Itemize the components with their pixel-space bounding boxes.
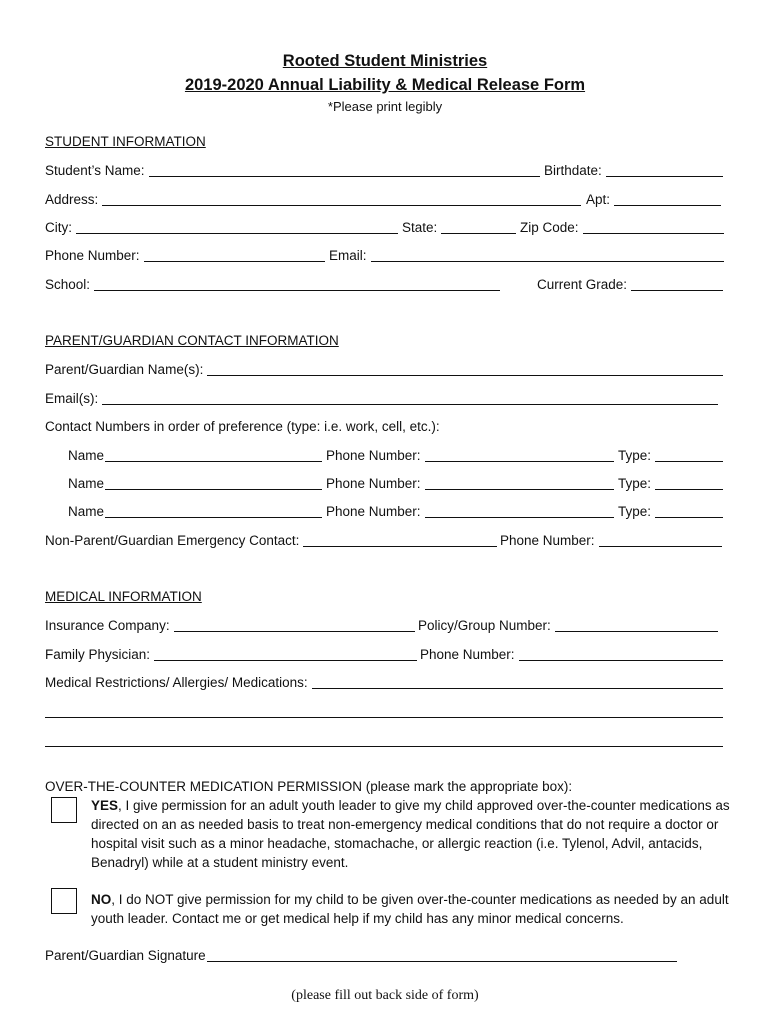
- school-field[interactable]: [94, 276, 500, 291]
- contact-intro-text: Contact Numbers in order of preference (type: i.e. work, cell, etc.):: [45, 419, 440, 434]
- contact-3-phone-row: [326, 502, 614, 520]
- student-name-label: Student’s Name:: [45, 163, 145, 178]
- guardian-emails-row: [45, 389, 718, 407]
- no-strong: NO: [91, 892, 112, 907]
- physician-field[interactable]: [154, 646, 417, 661]
- apt-label: Apt:: [586, 192, 611, 207]
- contact-1-name-label: Name: [68, 448, 105, 463]
- contact-3-name-label: Name: [68, 504, 105, 519]
- school-label: School:: [45, 277, 91, 292]
- contact-1-phone-row: [326, 446, 614, 464]
- city-field[interactable]: [76, 219, 398, 234]
- contact-1-type-field[interactable]: [655, 447, 723, 462]
- restrictions-extra-line-2[interactable]: [45, 745, 723, 747]
- medical-info-heading: MEDICAL INFORMATION: [45, 589, 202, 604]
- state-label: State:: [402, 220, 438, 235]
- city-row: [45, 218, 398, 236]
- no-permission-text: [91, 890, 731, 928]
- insurance-label: Insurance Company:: [45, 618, 170, 633]
- contact-2-phone-field[interactable]: [425, 475, 614, 490]
- yes-text: , I give permission for an adult youth leader to give my child approved over-the-counter medications as directed on an as needed basis to treat non-emergency medical conditions that do not require a doctor or hospital visit such as a minor headache, stomachache, or allergic reaction (i.e. Tylenol, Advil, antacids, Benadryl) while at a student ministry event.: [91, 798, 730, 870]
- contact-2-name-field[interactable]: [105, 475, 322, 490]
- emergency-contact-field[interactable]: [303, 532, 497, 547]
- school-row: [45, 275, 500, 293]
- physician-row: [45, 645, 417, 663]
- form-title: 2019-2020 Annual Liability & Medical Release Form: [184, 76, 586, 94]
- restrictions-label: Medical Restrictions/ Allergies/ Medications:: [45, 675, 308, 690]
- emergency-phone-label: Phone Number:: [500, 533, 595, 548]
- org-title: Rooted Student Ministries: [282, 52, 488, 70]
- contact-3-name-row: [68, 502, 322, 520]
- address-row: [45, 190, 581, 208]
- contact-1-phone-label: Phone Number:: [326, 448, 421, 463]
- contact-2-type-label: Type:: [618, 476, 652, 491]
- signature-field[interactable]: [207, 947, 677, 962]
- address-label: Address:: [45, 192, 99, 207]
- guardian-emails-label: Email(s):: [45, 391, 99, 406]
- state-row: [402, 218, 516, 236]
- insurance-field[interactable]: [174, 617, 415, 632]
- emergency-phone-row: [500, 531, 722, 549]
- yes-permission-text: [91, 796, 731, 872]
- guardian-names-row: [45, 360, 723, 378]
- restrictions-extra-line-1[interactable]: [45, 716, 723, 718]
- contact-3-type-label: Type:: [618, 504, 652, 519]
- student-phone-row: [45, 246, 325, 264]
- physician-phone-row: [420, 645, 723, 663]
- birthdate-row: [544, 161, 723, 179]
- contact-2-type-row: [618, 474, 723, 492]
- contact-1-type-row: [618, 446, 723, 464]
- student-email-field[interactable]: [371, 247, 724, 262]
- physician-phone-label: Phone Number:: [420, 647, 515, 662]
- apt-field[interactable]: [614, 191, 721, 206]
- yes-checkbox[interactable]: [51, 797, 77, 823]
- apt-row: [586, 190, 721, 208]
- contact-2-name-label: Name: [68, 476, 105, 491]
- physician-phone-field[interactable]: [519, 646, 723, 661]
- birthdate-label: Birthdate:: [544, 163, 602, 178]
- print-legibly-note: *Please print legibly: [327, 99, 443, 114]
- signature-row: [45, 946, 677, 964]
- contact-1-type-label: Type:: [618, 448, 652, 463]
- student-email-label: Email:: [329, 248, 367, 263]
- no-text: , I do NOT give permission for my child to be given over-the-counter medications as needed by an adult youth leader. Contact me or get medical help if my child has any minor medical concerns.: [91, 892, 729, 926]
- student-info-heading: STUDENT INFORMATION: [45, 134, 206, 149]
- student-name-field[interactable]: [149, 162, 540, 177]
- guardian-names-label: Parent/Guardian Name(s):: [45, 362, 204, 377]
- birthdate-field[interactable]: [606, 162, 723, 177]
- restrictions-field[interactable]: [312, 674, 723, 689]
- contact-2-type-field[interactable]: [655, 475, 723, 490]
- back-side-note: (please fill out back side of form): [291, 988, 479, 1003]
- guardian-names-field[interactable]: [207, 361, 723, 376]
- city-label: City:: [45, 220, 72, 235]
- zip-row: [520, 218, 724, 236]
- restrictions-row: [45, 673, 723, 691]
- grade-label: Current Grade:: [537, 277, 628, 292]
- contact-1-name-field[interactable]: [105, 447, 322, 462]
- contact-3-phone-label: Phone Number:: [326, 504, 421, 519]
- contact-3-type-field[interactable]: [655, 503, 723, 518]
- emergency-phone-field[interactable]: [599, 532, 722, 547]
- otc-heading-row: [45, 777, 735, 795]
- otc-heading: OVER-THE-COUNTER MEDICATION PERMISSION (please mark the appropriate box):: [45, 779, 573, 794]
- guardian-emails-field[interactable]: [102, 390, 718, 405]
- student-phone-field[interactable]: [144, 247, 325, 262]
- student-email-row: [329, 246, 724, 264]
- contact-1-name-row: [68, 446, 322, 464]
- no-checkbox[interactable]: [51, 888, 77, 914]
- contact-2-name-row: [68, 474, 322, 492]
- zip-field[interactable]: [583, 219, 724, 234]
- emergency-contact-label: Non-Parent/Guardian Emergency Contact:: [45, 533, 300, 548]
- emergency-contact-row: [45, 531, 497, 549]
- insurance-row: [45, 616, 415, 634]
- contact-2-phone-label: Phone Number:: [326, 476, 421, 491]
- student-name-row: [45, 161, 540, 179]
- contact-3-type-row: [618, 502, 723, 520]
- signature-label: Parent/Guardian Signature: [45, 948, 206, 963]
- grade-row: [537, 275, 723, 293]
- contact-3-phone-field[interactable]: [425, 503, 614, 518]
- contact-1-phone-field[interactable]: [425, 447, 614, 462]
- physician-label: Family Physician:: [45, 647, 151, 662]
- contact-3-name-field[interactable]: [105, 503, 322, 518]
- policy-label: Policy/Group Number:: [418, 618, 551, 633]
- zip-label: Zip Code:: [520, 220, 579, 235]
- contact-2-phone-row: [326, 474, 614, 492]
- policy-field[interactable]: [555, 617, 718, 632]
- address-field[interactable]: [102, 191, 581, 206]
- policy-row: [418, 616, 718, 634]
- yes-strong: YES: [91, 798, 119, 813]
- grade-field[interactable]: [631, 276, 723, 291]
- student-phone-label: Phone Number:: [45, 248, 140, 263]
- state-field[interactable]: [441, 219, 516, 234]
- contact-intro-row: [45, 417, 725, 435]
- guardian-info-heading: PARENT/GUARDIAN CONTACT INFORMATION: [45, 333, 339, 348]
